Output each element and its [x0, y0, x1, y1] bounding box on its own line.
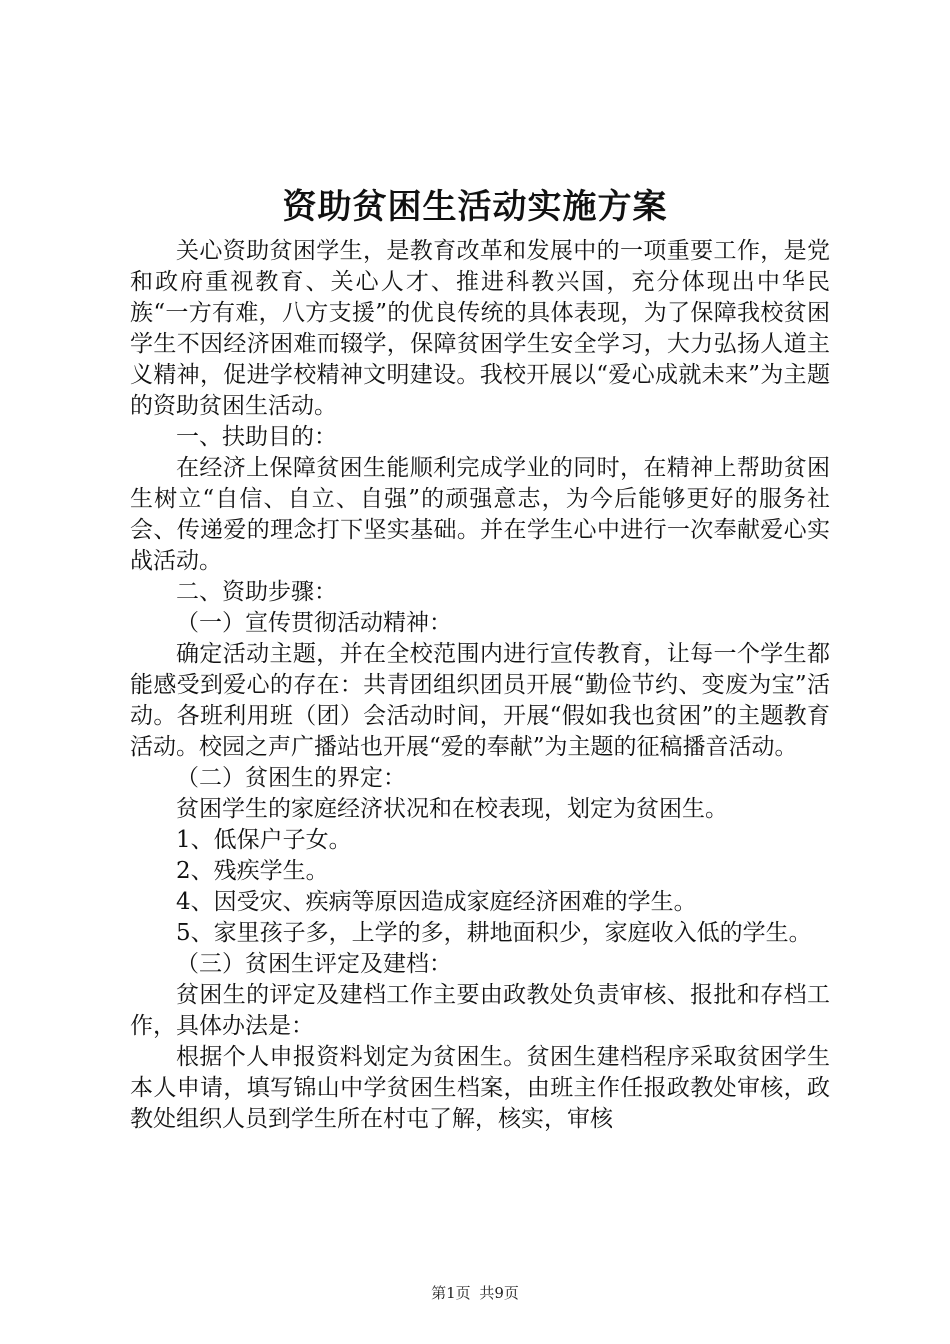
paragraph-purpose: 在经济上保障贫困生能顺利完成学业的同时，在精神上帮助贫困生树立“自信、自立、自强”的顽强意志，为今后能够更好的服务社会、传递爱的理念打下坚实基础。并在学生心中进行一次奉献爱心实战活动。 — [130, 455, 830, 574]
paragraph-publicity: 确定活动主题，并在全校范围内进行宣传教育，让每一个学生都能感受到爱心的存在：共青团组织团员开展“勤俭节约、变废为宝”活动。各班利用班（团）会活动时间，开展“假如我也贫困”的主题教育活动。校园之声广播站也开展“爱的奉献”为主题的征稿播音活动。 — [130, 641, 830, 760]
list-item: 1、低保户子女。 — [176, 827, 352, 853]
section-heading-steps: 二、资助步骤： — [176, 579, 337, 605]
page-footer — [0, 1283, 950, 1303]
subsection-heading-publicity: （一）宣传贯彻活动精神： — [176, 610, 452, 636]
page-number: 第1页 — [431, 1284, 471, 1302]
section-heading-purpose: 一、扶助目的： — [176, 424, 337, 450]
paragraph-definition: 贫困学生的家庭经济状况和在校表现，划定为贫困生。 — [176, 796, 728, 822]
paragraph-intro: 关心资助贫困学生，是教育改革和发展中的一项重要工作，是党和政府重视教育、关心人才、推进科教兴国，充分体现出中华民族“一方有难，八方支援”的优良传统的具体表现，为了保障我校贫困学生不因经济困难而辍学，保障贫困学生安全学习，大力弘扬人道主义精神，促进学校精神文明建设。我校开展以“爱心成就未来”为主题的资助贫困生活动。 — [130, 238, 830, 419]
paragraph-filing-procedure: 根据个人申报资料划定为贫困生。贫困生建档程序采取贫困学生本人申请，填写锦山中学贫困生档案，由班主作任报政教处审核，政教处组织人员到学生所在村屯了解，核实，审核 — [130, 1044, 830, 1132]
list-item: 4、因受灾、疾病等原因造成家庭经济困难的学生。 — [176, 889, 697, 915]
document-title: 资助贫困生活动实施方案 — [282, 187, 668, 227]
subsection-heading-evaluation: （三）贫困生评定及建档： — [176, 951, 452, 977]
subsection-heading-definition: （二）贫困生的界定： — [176, 765, 406, 791]
page-total: 共9页 — [479, 1284, 519, 1302]
list-item: 5、家里孩子多，上学的多，耕地面积少，家庭收入低的学生。 — [176, 920, 812, 946]
list-item: 2、残疾学生。 — [176, 858, 329, 884]
paragraph-evaluation: 贫困生的评定及建档工作主要由政教处负责审核、报批和存档工作，具体办法是： — [130, 982, 830, 1039]
document-body — [130, 236, 830, 1135]
